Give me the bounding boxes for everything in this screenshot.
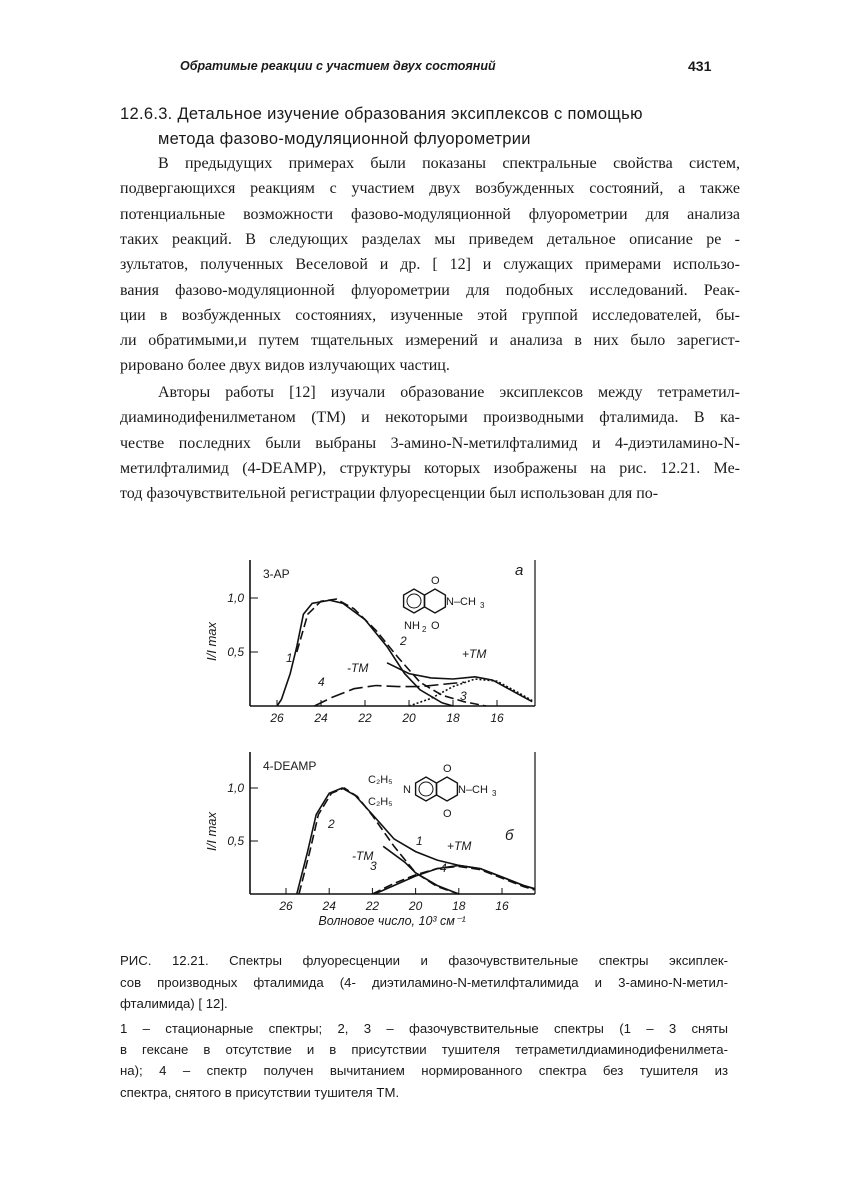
y-axis-label: I/I max xyxy=(204,811,219,851)
text-line: диаминодифенилметаном (ТМ) и некоторыми производными фталимида. В ка- xyxy=(120,409,740,427)
page-number: 431 xyxy=(688,58,712,74)
series-curve-4 xyxy=(375,865,535,894)
text-line: метилфталимид (4-DEAMP), структуры которых изображены на рис. 12.21. Ме- xyxy=(120,459,740,477)
text-line: рировано более двух видов излучающих частиц. xyxy=(120,357,450,375)
panel-b xyxy=(204,752,535,928)
ethyl-1: C₂H₅ xyxy=(368,774,393,786)
curve-label-c4: 4 xyxy=(440,861,447,875)
curve-label-c3: 3 xyxy=(460,689,467,703)
curve-label-plus_tm: +TM xyxy=(447,839,472,853)
oxygen-top: O xyxy=(443,763,452,775)
subscript-2: 2 xyxy=(422,625,427,634)
oxygen-bottom: O xyxy=(431,620,440,632)
text-line: В предыдущих примерах были показаны спектральные свойства систем, xyxy=(158,155,740,172)
amino-group: NH xyxy=(404,620,420,632)
text-line: 1 – стационарные спектры; 2, 3 – фазочувствительные спектры (1 – 3 сняты xyxy=(120,1021,728,1036)
curve-label-c4: 4 xyxy=(318,675,325,689)
y-tick-label: 0,5 xyxy=(227,834,244,848)
text-line: в гексане в отсутствие и в присутствии тушителя тетраметилдиаминодифенилмета- xyxy=(120,1042,728,1058)
n-methyl: N–CH xyxy=(446,596,476,608)
x-tick-label: 24 xyxy=(314,711,328,725)
curve-label-c1: 1 xyxy=(286,651,293,665)
y-tick-label: 0,5 xyxy=(227,645,244,659)
text-line: фталимида) [ 12]. xyxy=(120,996,228,1011)
imide-ring xyxy=(437,777,458,801)
x-tick-label: 18 xyxy=(446,711,460,725)
y-tick-label: 1,0 xyxy=(227,591,244,605)
imide-ring xyxy=(425,589,446,613)
curve-label-c2: 2 xyxy=(328,817,335,831)
aromatic-circle xyxy=(407,594,421,608)
x-tick-label: 20 xyxy=(408,899,423,913)
text-line: таких реакций. В следующих разделах мы приведем детальное описание ре - xyxy=(120,230,740,248)
text-line: подвергающихся реакциям с участием двух возбужденных состояний, а также xyxy=(120,180,740,198)
amine-n: N xyxy=(403,784,411,796)
x-tick-label: 22 xyxy=(365,899,380,913)
n-methyl: N–CH xyxy=(458,784,488,796)
text-line: вания фазово-модуляционной флуорометрии для подобных исследований. Реак- xyxy=(120,281,740,299)
text-line: честве последних были выбраны 3-амино-N-метилфталимид и 4-диэтиламино-N- xyxy=(120,434,740,452)
text-line: зультатов, полученных Веселовой и др. [ 12] и служащих примерами использо- xyxy=(120,256,740,274)
curve-label-minus_tm: -TM xyxy=(347,661,369,675)
text-line: на); 4 – спектр получен вычитанием нормированного спектра без тушителя из xyxy=(120,1063,728,1079)
text-line: ции в возбужденных состояниях, изученные этой группой исследователей, бы- xyxy=(120,306,740,324)
curve-label-c2: 2 xyxy=(400,634,407,648)
section-heading-line2: метода фазово-модуляционной флуорометрии xyxy=(158,130,531,148)
running-title: Обратимые реакции с участием двух состояний xyxy=(180,59,496,73)
x-tick-label: 18 xyxy=(452,899,466,913)
text-line: спектра, снятого в присутствии тушителя ТМ. xyxy=(120,1084,400,1100)
text-line: потенциальные возможности фазово-модуляционной флуорометрии для анализа xyxy=(120,205,740,223)
text-line: тод фазочувствительной регистрации флуоресценции был использован для по- xyxy=(120,485,659,503)
x-tick-label: 26 xyxy=(270,711,284,725)
x-axis-label: Волновое число, 10³ см⁻¹ xyxy=(318,914,466,928)
oxygen-bottom: O xyxy=(443,808,452,820)
section-heading-line1: 12.6.3. Детальное изучение образования эксиплексов с помощью xyxy=(120,105,643,123)
y-axis-label: I/I max xyxy=(204,621,219,661)
x-tick-label: 24 xyxy=(322,899,336,913)
panel-a xyxy=(204,560,535,725)
text-line: сов производных фталимида (4- диэтиламино-N-метилфталимида и 3-амино-N-метил- xyxy=(120,974,728,990)
curve-label-minus_tm: -TM xyxy=(352,849,374,863)
subscript-3: 3 xyxy=(492,789,497,798)
y-tick-label: 1,0 xyxy=(227,781,244,795)
x-tick-label: 16 xyxy=(490,711,504,725)
curve-label-c1: 1 xyxy=(416,834,423,848)
curve-label-plus_tm: +TM xyxy=(462,647,487,661)
x-tick-label: 22 xyxy=(358,711,372,725)
figure-12-21 xyxy=(0,540,846,935)
compound-label: 3-AP xyxy=(263,567,290,581)
curve-label-c3: 3 xyxy=(370,859,377,873)
panel-label: б xyxy=(505,827,514,844)
x-tick-label: 16 xyxy=(495,899,509,913)
oxygen-top: O xyxy=(431,575,440,587)
panel-label: а xyxy=(515,562,524,579)
x-tick-label: 20 xyxy=(402,711,416,725)
text-line: Авторы работы [12] изучали образование эксиплексов между тетраметил- xyxy=(158,384,740,401)
x-tick-label: 26 xyxy=(279,899,293,913)
compound-label: 4-DEAMP xyxy=(263,759,317,773)
text-line: ли обратимыми,и путем тщательных измерений и анализа в них было зарегист- xyxy=(120,332,740,350)
series-curve-1 xyxy=(277,600,453,706)
subscript-3: 3 xyxy=(480,601,485,610)
aromatic-circle xyxy=(419,782,433,796)
ethyl-2: C₂H₅ xyxy=(368,796,393,808)
text-line: РИС. 12.21. Спектры флуоресценции и фазочувствительные спектры эксиплек- xyxy=(120,953,728,968)
